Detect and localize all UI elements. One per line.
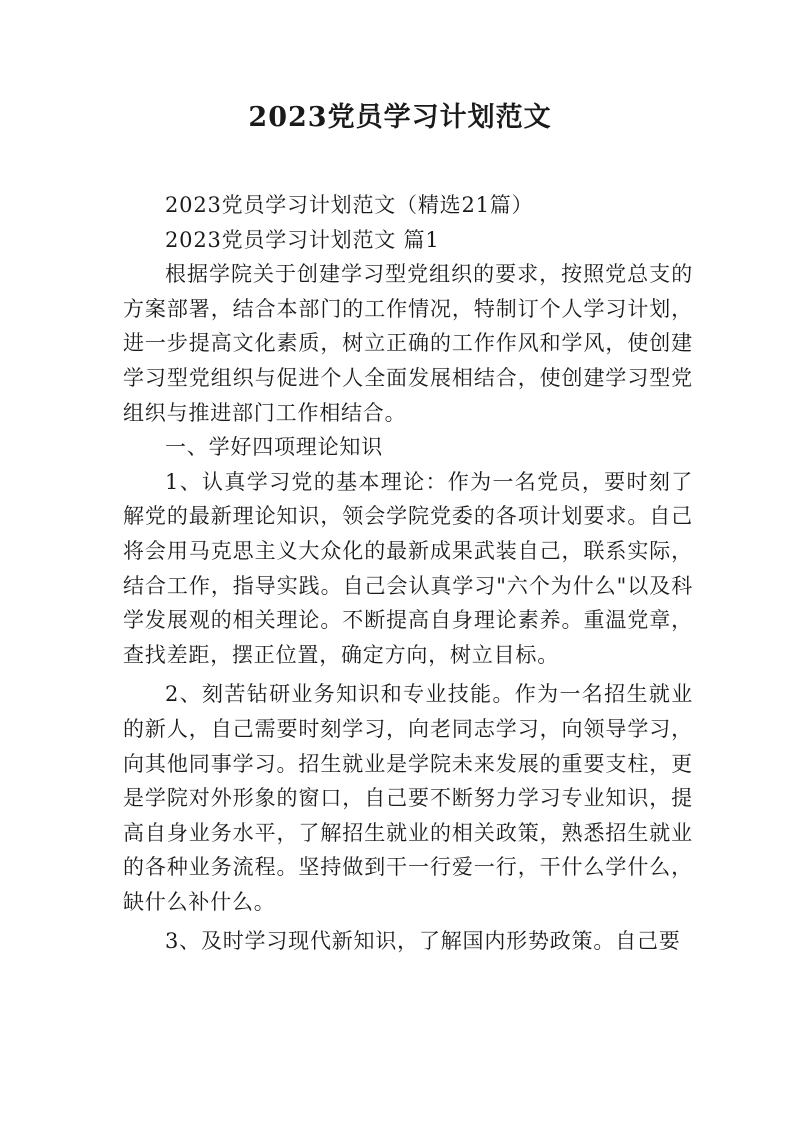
document-body <box>123 188 693 959</box>
subtitle-paragraph: 2023党员学习计划范文（精选21篇） <box>165 193 534 217</box>
document-title: 2023党员学习计划范文 <box>248 102 552 133</box>
item-paragraph-3: 3、及时学习现代新知识，了解国内形势政策。自己要 <box>165 929 681 954</box>
item-paragraph-1: 1、认真学习党的基本理论：作为一名党员，要时刻了解党的最新理论知识，领会学院党委的各项计划要求。自己将会用马克思主义大众化的最新成果武装自己，联系实际，结合工作，指导实践。自己会认真学习"六个为什么"以及科学发展观的相关理论。不断提高自身理论素养。重温党章，查找差距，摆正位置，确定方向，树立目标。 <box>123 469 693 667</box>
item-paragraph-2: 2、刻苦钻研业务知识和专业技能。作为一名招生就业的新人，自己需要时刻学习，向老同志学习，向领导学习，向其他同事学习。招生就业是学院未来发展的重要支柱，更是学院对外形象的窗口，自己要不断努力学习专业知识，提高自身业务水平，了解招生就业的相关政策，熟悉招生就业的各种业务流程。坚持做到干一行爱一行，干什么学什么，缺什么补什么。 <box>123 682 693 914</box>
section-heading: 2023党员学习计划范文 篇1 <box>165 227 440 252</box>
part-heading: 一、学好四项理论知识 <box>165 435 383 460</box>
intro-paragraph: 根据学院关于创建学习型党组织的要求，按照党总支的方案部署，结合本部门的工作情况，特制订个人学习计划，进一步提高文化素质，树立正确的工作作风和学风，使创建学习型党组织与促进个人全面发展相结合，使创建学习型党组织与推进部门工作相结合。 <box>123 262 693 425</box>
